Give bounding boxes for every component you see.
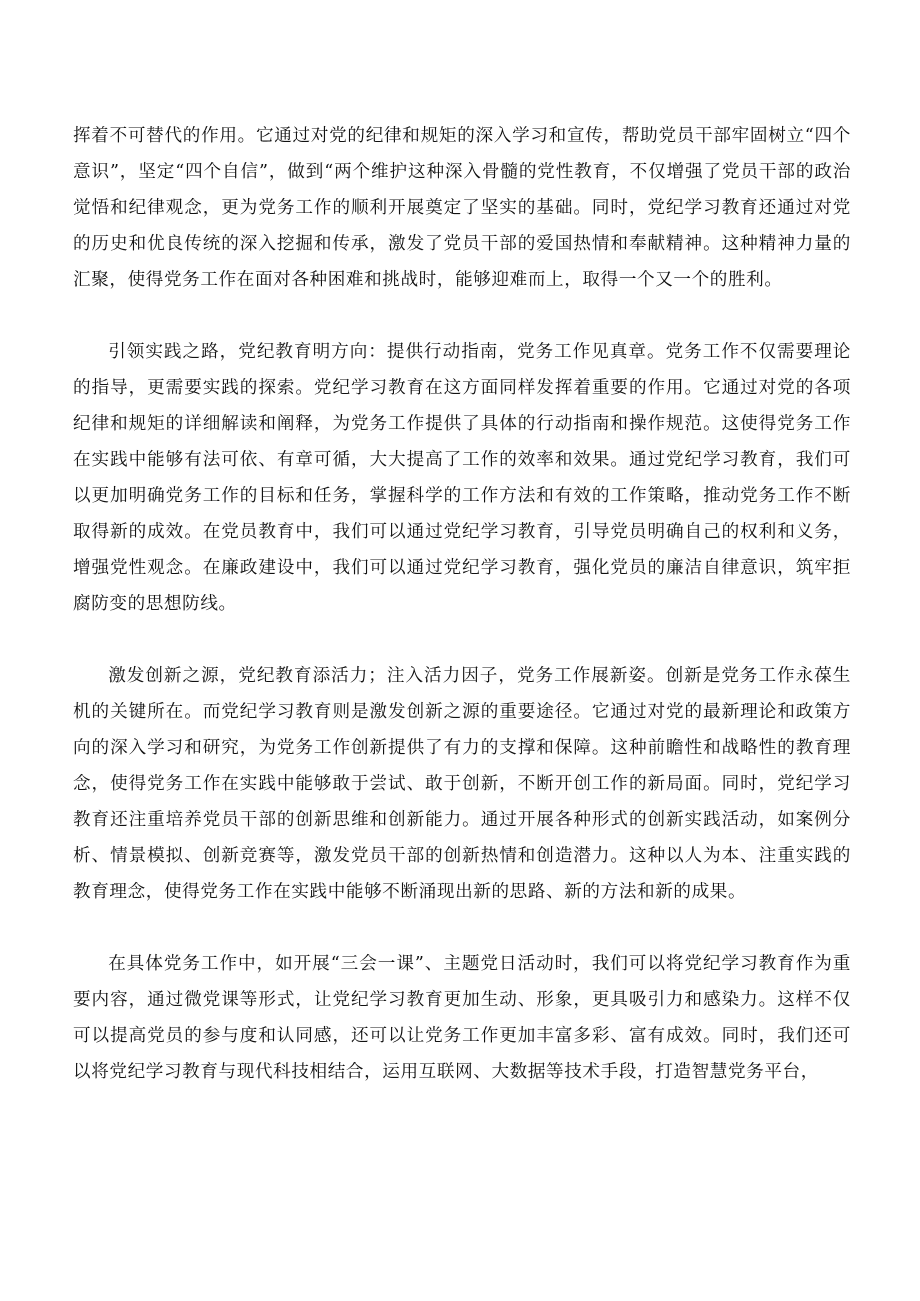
- paragraph-practice-guidance: 引领实践之路，党纪教育明方向：提供行动指南，党务工作见真章。党务工作不仅需要理论的指导，更需要实践的探索。党纪学习教育在这方面同样发挥着重要的作用。它通过对党的各项纪律和规矩的详细解读和阐释，为党务工作提供了具体的行动指南和操作规范。这使得党务工作在实践中能够有法可依、有章可循，大大提高了工作的效率和效果。通过党纪学习教育，我们可以更加明确党务工作的目标和任务，掌握科学的工作方法和有效的工作策略，推动党务工作不断取得新的成效。在党员教育中，我们可以通过党纪学习教育，引导党员明确自己的权利和义务，增强党性观念。在廉政建设中，我们可以通过党纪学习教育，强化党员的廉洁自律意识，筑牢拒腐防变的思想防线。: [73, 342, 851, 614]
- document-page: [73, 118, 851, 1126]
- paragraph-continuation: 挥着不可替代的作用。它通过对党的纪律和规矩的深入学习和宣传，帮助党员干部牢固树立“四个意识”，坚定“四个自信”，做到“两个维护这种深入骨髓的党性教育，不仅增强了党员干部的政治觉悟和纪律观念，更为党务工作的顺利开展奠定了坚实的基础。同时，党纪学习教育还通过对党的历史和优良传统的深入挖掘和传承，激发了党员干部的爱国热情和奉献精神。这种精神力量的汇聚，使得党务工作在面对各种困难和挑战时，能够迎难而上，取得一个又一个的胜利。: [73, 126, 851, 290]
- paragraph-specific-work: 在具体党务工作中，如开展“三会一课”、主题党日活动时，我们可以将党纪学习教育作为重要内容，通过微党课等形式，让党纪学习教育更加生动、形象，更具吸引力和感染力。这样不仅可以提高党员的参与度和认同感，还可以让党务工作更加丰富多彩、富有成效。同时，我们还可以将党纪学习教育与现代科技相结合，运用互联网、大数据等技术手段，打造智慧党务平台，: [73, 954, 851, 1082]
- paragraph-innovation-source: 激发创新之源，党纪教育添活力；注入活力因子，党务工作展新姿。创新是党务工作永葆生机的关键所在。而党纪学习教育则是激发创新之源的重要途径。它通过对党的最新理论和政策方向的深入学习和研究，为党务工作创新提供了有力的支撑和保障。这种前瞻性和战略性的教育理念，使得党务工作在实践中能够敢于尝试、敢于创新，不断开创工作的新局面。同时，党纪学习教育还注重培养党员干部的创新思维和创新能力。通过开展各种形式的创新实践活动，如案例分析、情景模拟、创新竞赛等，激发党员干部的创新热情和创造潜力。这种以人为本、注重实践的教育理念，使得党务工作在实践中能够不断涌现出新的思路、新的方法和新的成果。: [73, 666, 851, 902]
